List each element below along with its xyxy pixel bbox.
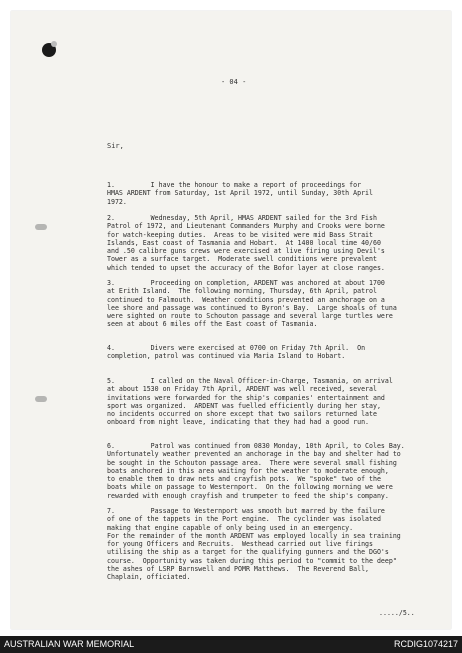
page-number: - 04 - xyxy=(221,78,247,86)
continuation-marker: ...../5.. xyxy=(379,609,415,617)
paragraph-3: 3. Proceeding on completion, ARDENT was anchored at about 1700 at Erith Island. The following morning, Thursday, 6th April, patrol continued to Falmouth. Weather conditions prevented an anchorage on a lee shore and passage was continued to Byron's Bay. Large shoals of tuna were sighted on route to Schouton passage and several large turtles were seen at about 6 miles off the East coast of Tasmania. xyxy=(107,279,397,329)
paragraph-6: 6. Patrol was continued from 0830 Monday, 10th April, to Coles Bay. Unfortunately weather prevented an anchorage in the bay and shelter had to be sought in the Schouton passage area. There were several small fishing boats anchored in this area waiting for the weather to moderate enough, to enable them to draw nets and crayfish pots. We "spoke" two of the boats while on passage to Westernport. On the following morning we were rewarded with enough crayfish and trumpeter to feed the ship's company. xyxy=(107,442,405,500)
binding-mark xyxy=(35,396,47,402)
footer-institution: AUSTRALIAN WAR MEMORIAL xyxy=(4,639,135,649)
paragraph-5: 5. I called on the Naval Officer-in-Charge, Tasmania, on arrival at about 1530 on Friday 7th April, ARDENT was well received, several invitations were forwarded for the ship's companies' entertainment and sport was organized. ARDENT was fuelled efficiently during her stay, no incidents occurred on shore except that two sailors returned late onboard from night leave, indicating that they had had a good run. xyxy=(107,377,393,427)
paragraph-4: 4. Divers were exercised at 0700 on Friday 7th April. On completion, patrol was continued via Maria Island to Hobart. xyxy=(107,344,366,361)
document-page xyxy=(11,11,451,629)
paragraph-1: 1. I have the honour to make a report of proceedings for HMAS ARDENT from Saturday, 1st April 1972, until Sunday, 30th April 1972. xyxy=(107,181,373,206)
footer-record-id: RCDIG1074217 xyxy=(393,639,458,649)
punch-hole xyxy=(42,43,56,57)
paragraph-7: 7. Passage to Westernport was smooth but marred by the failure of one of the tappets in the Port engine. The cyclinder was isolated making that engine capable of only being used in an emergency. For the remainder of the month ARDENT was employed locally in sea training for young Officers and Recruits. Westhead carried out live firings utilising the ship as a target for the qualifying gunners and the DGO's course. Opportunity was taken during this period to "commit to the deep" the ashes of LSRP Barnswell and POMR Matthews. The Reverend Ball, Chaplain, officiated. xyxy=(107,507,401,582)
binding-mark xyxy=(35,224,47,230)
paragraph-2: 2. Wednesday, 5th April, HMAS ARDENT sailed for the 3rd Fish Patrol of 1972, and Lieutenant Commanders Murphy and Crooks were borne for watch-keeping duties. Areas to be visited were mid Bass Strait Islands, East coast of Tasmania and Hobart. At 1400 local time 40/60 and .50 calibre guns crews were exercised at live firing using Devil's Tower as a surface target. Moderate swell conditions were prevalent which tended to upset the accuracy of the Bofor layer at close ranges. xyxy=(107,214,385,272)
archive-footer xyxy=(0,636,462,653)
salutation: Sir, xyxy=(107,142,124,150)
